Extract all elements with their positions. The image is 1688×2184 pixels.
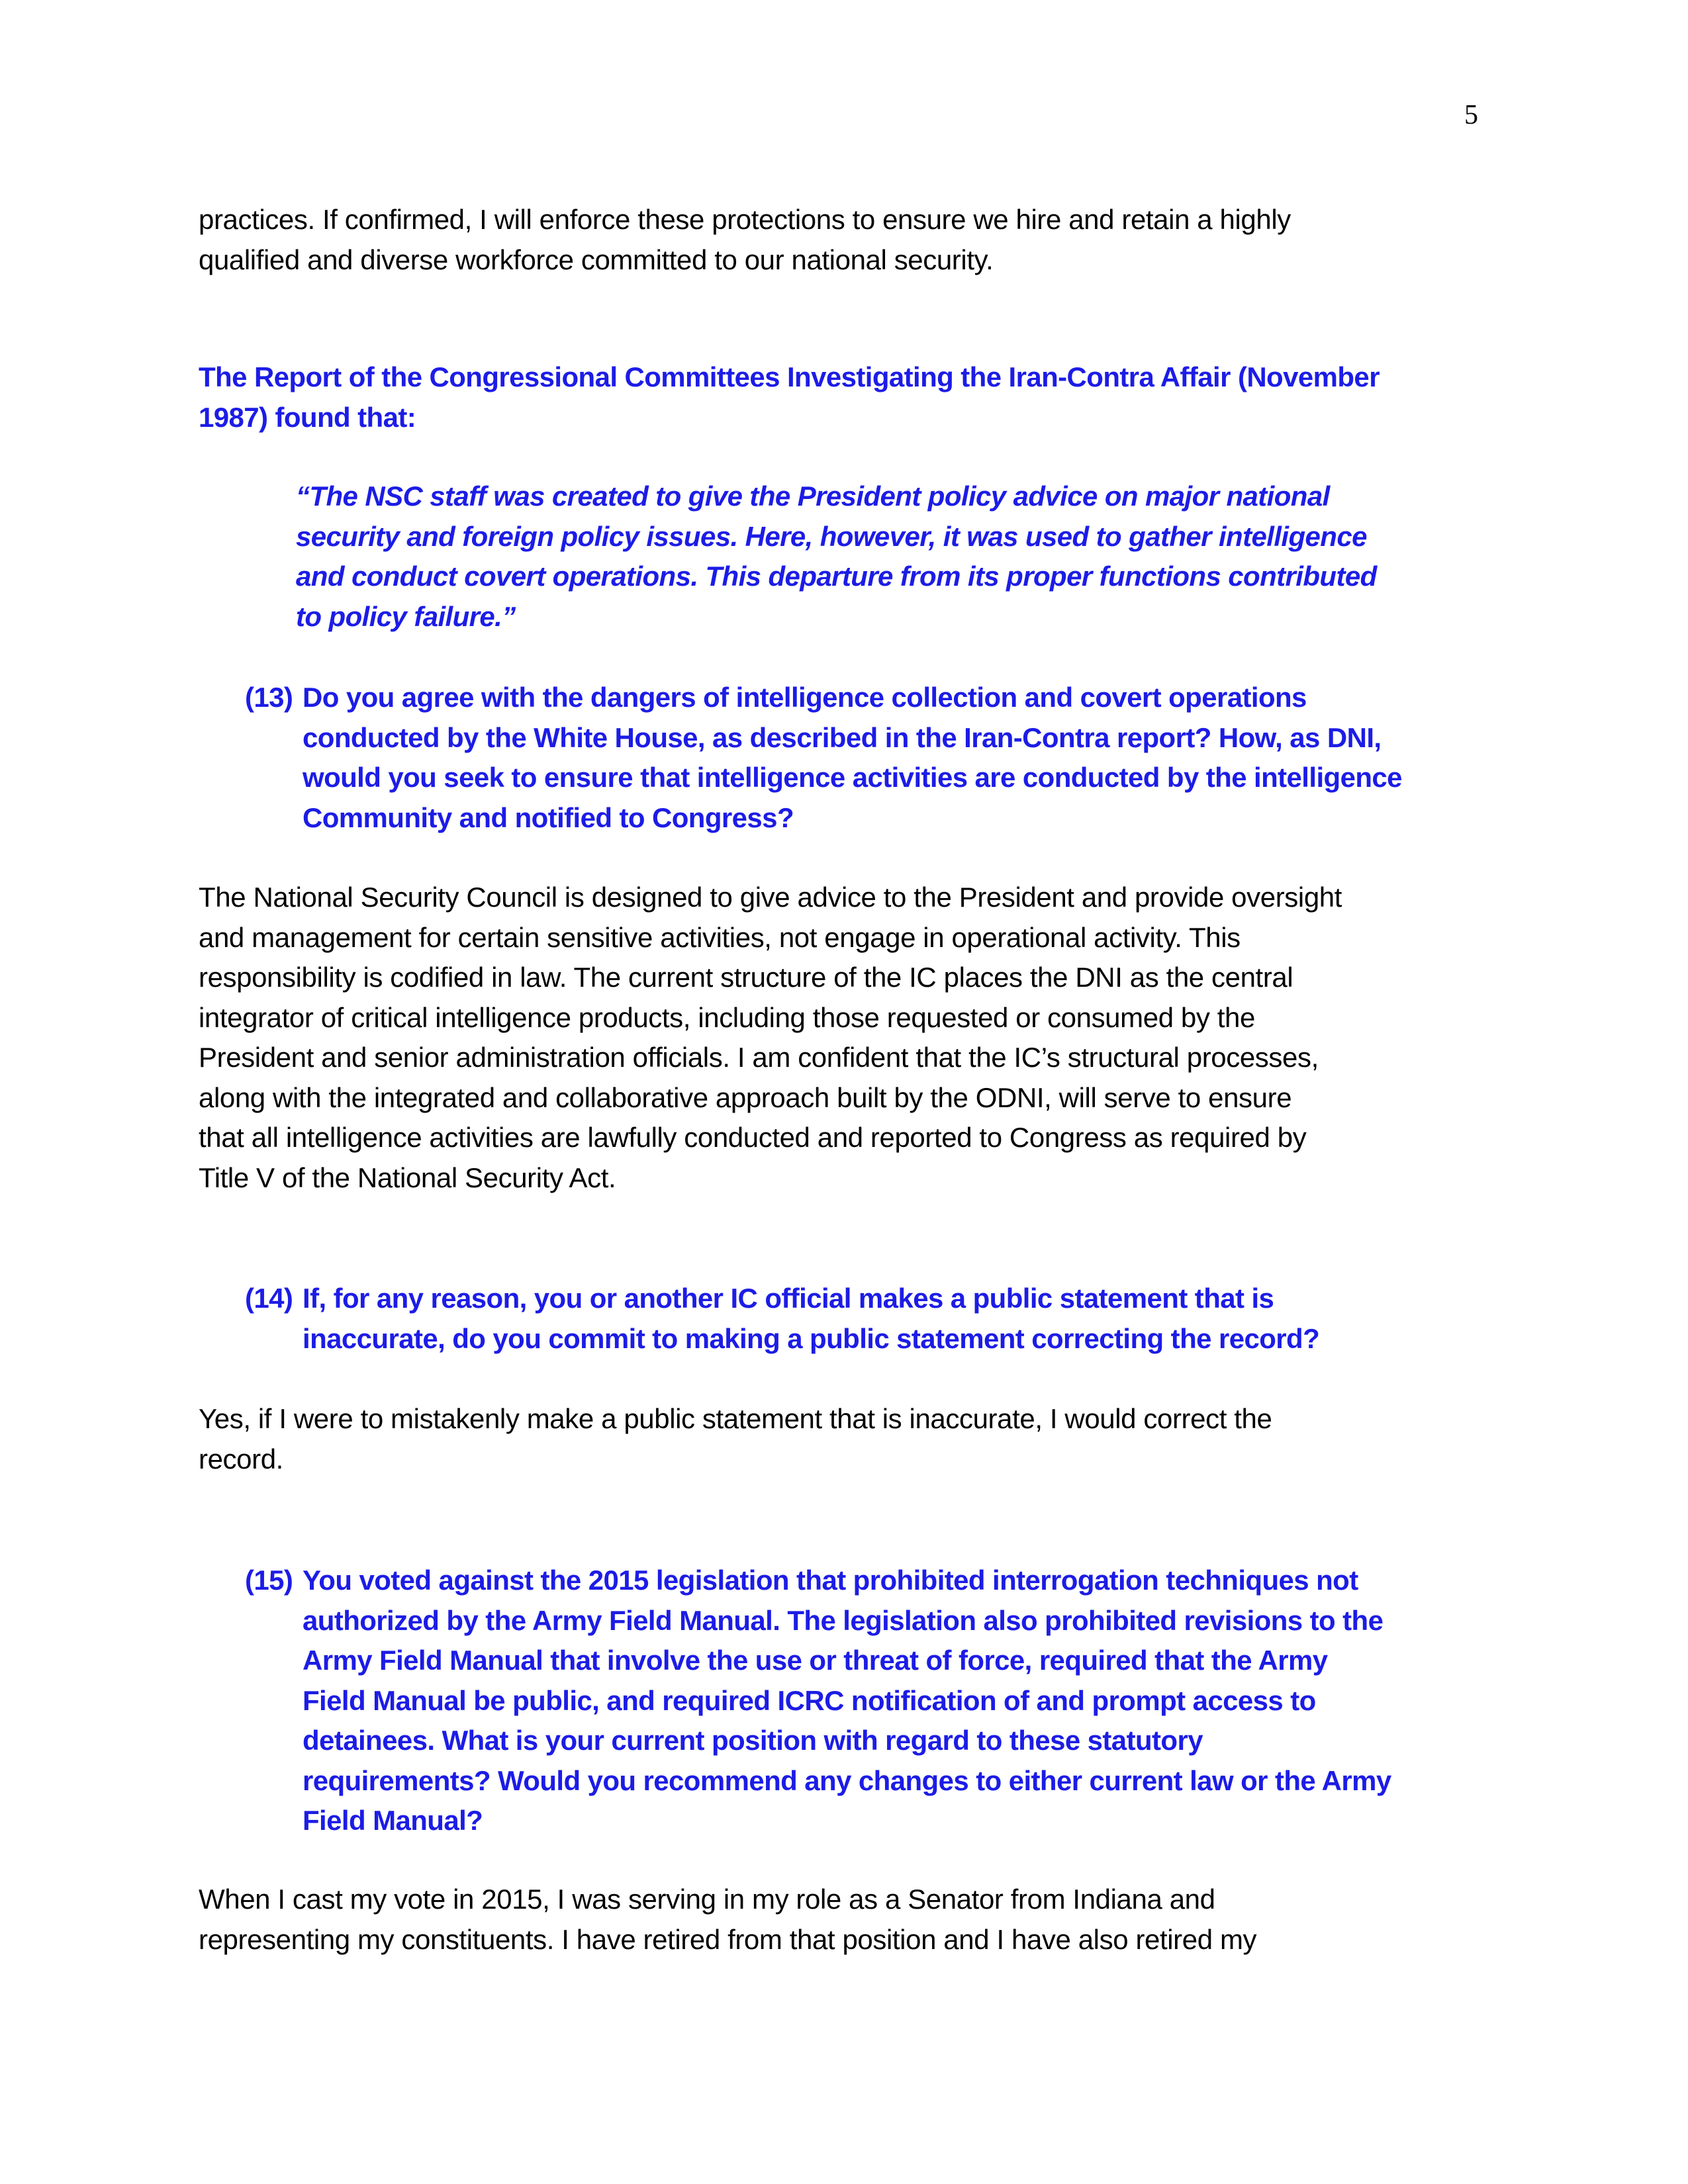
answer-line: When I cast my vote in 2015, I was serving in my role as a Senator from Indiana and <box>199 1884 1215 1915</box>
question-line: Community and notified to Congress? <box>303 801 794 833</box>
intro-continuation-paragraph <box>199 200 1291 280</box>
page-number: 5 <box>1464 100 1478 130</box>
question-line: requirements? Would you recommend any changes to either current law or the Army <box>303 1764 1391 1796</box>
quote-line: “The NSC staff was created to give the President policy advice on major national <box>296 480 1330 512</box>
answer-line: President and senior administration officials. I am confident that the IC’s structural processes, <box>199 1042 1319 1073</box>
question-line: detainees. What is your current position with regard to these statutory <box>303 1725 1203 1756</box>
report-quote <box>296 477 1377 637</box>
answer-line: integrator of critical intelligence products, including those requested or consumed by the <box>199 1001 1255 1033</box>
answer-14 <box>199 1399 1272 1479</box>
answer-line: record. <box>199 1443 283 1475</box>
quote-line: security and foreign policy issues. Here, however, it was used to gather intelligence <box>296 520 1367 552</box>
question-line: Field Manual be public, and required ICRC notification of and prompt access to <box>303 1684 1316 1716</box>
question-13 <box>245 678 1402 838</box>
answer-line: that all intelligence activities are lawfully conducted and reported to Congress as required by <box>199 1122 1307 1153</box>
report-heading <box>199 357 1380 437</box>
question-line: authorized by the Army Field Manual. The legislation also prohibited revisions to the <box>303 1604 1383 1636</box>
question-line: inaccurate, do you commit to making a public statement correcting the record? <box>303 1322 1320 1354</box>
quote-line: to policy failure.” <box>296 600 516 632</box>
question-number: (14) <box>245 1283 293 1314</box>
paragraph-line: qualified and diverse workforce committed to our national security. <box>199 244 994 275</box>
question-line: Do you agree with the dangers of intelligence collection and covert operations <box>303 682 1307 713</box>
answer-15 <box>199 1880 1256 1960</box>
answer-line: Title V of the National Security Act. <box>199 1161 616 1193</box>
answer-line: The National Security Council is designed to give advice to the President and provide oversight <box>199 882 1342 913</box>
question-line: You voted against the 2015 legislation that prohibited interrogation techniques not <box>303 1565 1358 1596</box>
quote-line: and conduct covert operations. This departure from its proper functions contributed <box>296 561 1377 592</box>
answer-line: and management for certain sensitive activities, not engage in operational activity. This <box>199 921 1241 953</box>
answer-13 <box>199 878 1342 1198</box>
question-text <box>303 1561 1391 1841</box>
question-line: conducted by the White House, as described in the Iran-Contra report? How, as DNI, <box>303 721 1382 753</box>
question-line: would you seek to ensure that intelligence activities are conducted by the intelligence <box>303 762 1402 793</box>
question-text <box>303 678 1402 838</box>
answer-line: along with the integrated and collaborative approach built by the ODNI, will serve to ensure <box>199 1081 1292 1113</box>
question-line: If, for any reason, you or another IC official makes a public statement that is <box>303 1283 1274 1314</box>
question-text <box>303 1279 1319 1359</box>
question-line: Army Field Manual that involve the use or threat of force, required that the Army <box>303 1645 1328 1676</box>
question-number: (13) <box>245 682 293 713</box>
question-number: (15) <box>245 1565 293 1596</box>
question-15 <box>245 1561 1391 1841</box>
answer-line: Yes, if I were to mistakenly make a public statement that is inaccurate, I would correct the <box>199 1403 1272 1434</box>
paragraph-line: practices. If confirmed, I will enforce these protections to ensure we hire and retain a highly <box>199 204 1291 235</box>
heading-line: The Report of the Congressional Committees Investigating the Iran-Contra Affair (November <box>199 361 1380 392</box>
question-14 <box>245 1279 1320 1359</box>
question-line: Field Manual? <box>303 1805 483 1836</box>
answer-line: representing my constituents. I have retired from that position and I have also retired my <box>199 1923 1257 1955</box>
heading-line: 1987) found that: <box>199 401 416 433</box>
answer-line: responsibility is codified in law. The current structure of the IC places the DNI as the central <box>199 962 1293 993</box>
